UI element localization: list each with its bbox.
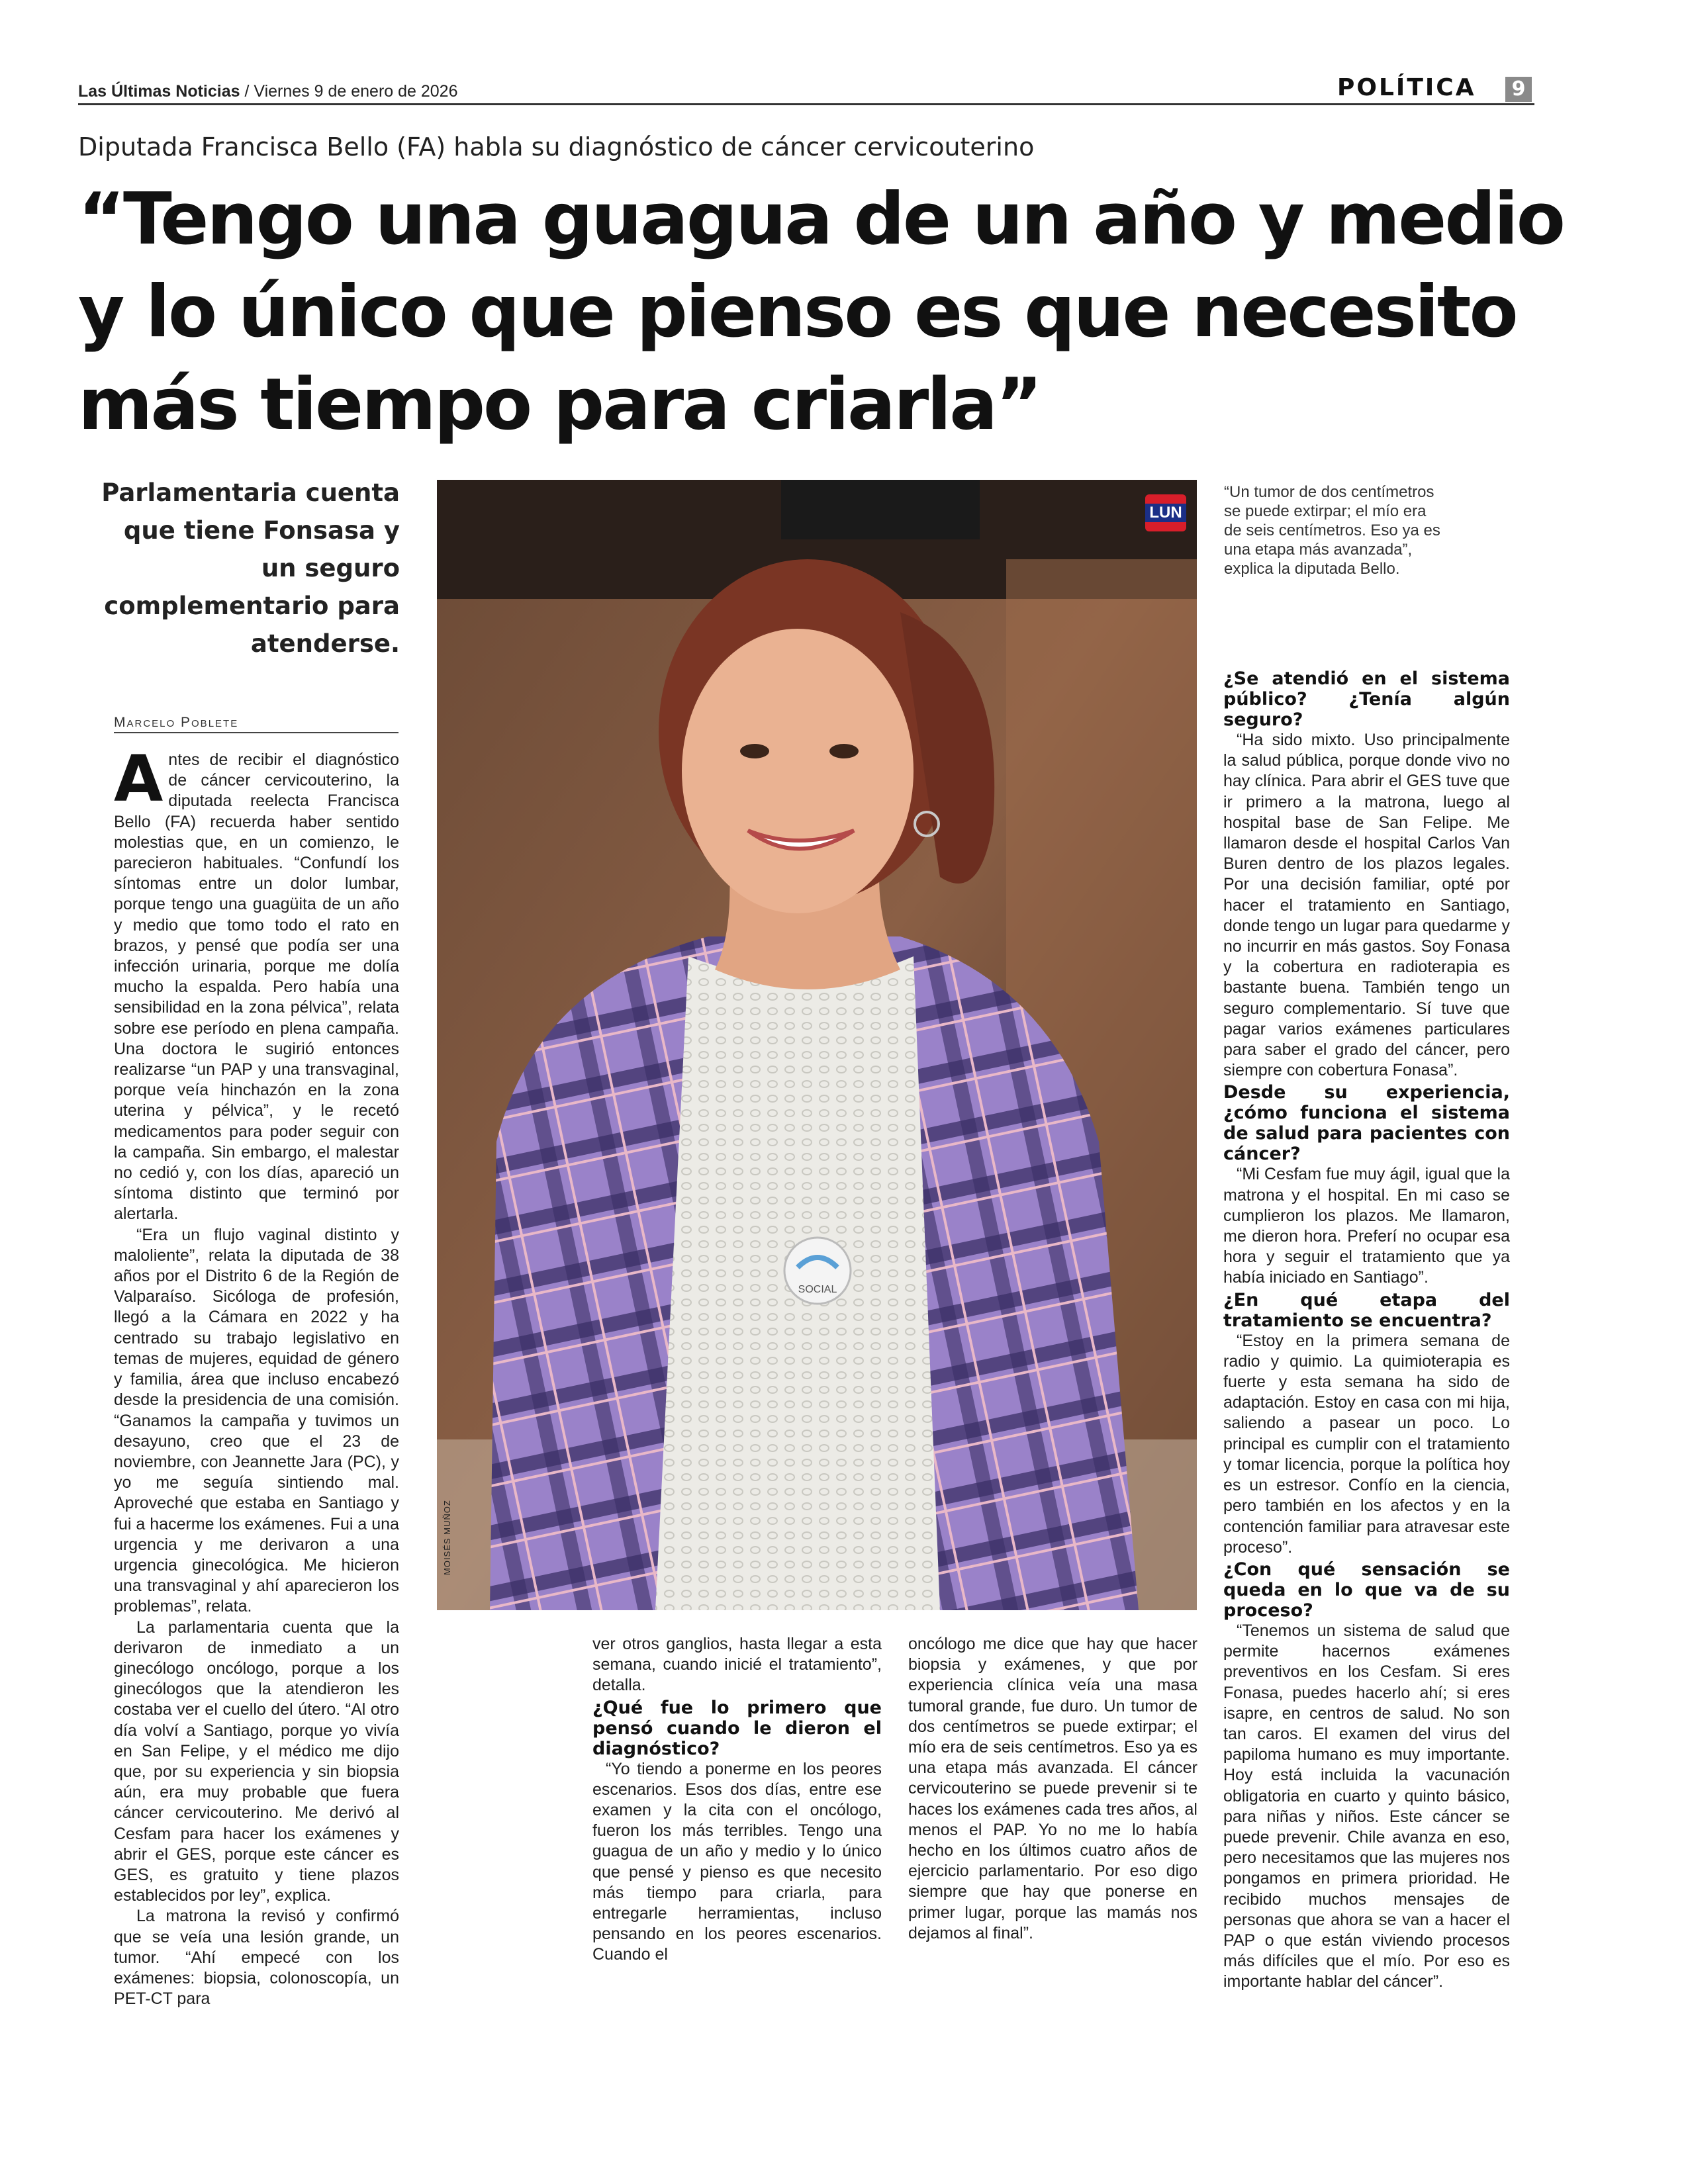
paragraph: La parlamentaria cuenta que la derivaron de inmediato a un ginecólogo oncólogo, porque a los ginecólogos que la atendieron les costaba ver el cuello del útero. “Al otro día volví a Santiago, porque yo vivía en San Felipe, y el médico me dijo que, por su experiencia y sin biopsia aún, era muy probable que fuera cáncer cervicouterino. Me derivó al Cesfam para hacer los exámenes y abrir el GES, porque este cáncer es GES, es gratuito y tiene plazos establecidos por ley”, explica. (114, 1617, 399, 1905)
article-photo (437, 480, 1197, 1610)
lun-logo-text: LUN (1145, 504, 1186, 522)
paragraph: oncólogo me dice que hay que hacer biopsia y exámenes, y que por experiencia clínica veía una masa tumoral grande, fue duro. Un tumor de dos centímetros se puede extirpar; el mío era de seis centímetros. Eso ya es una etapa más avanzada. El cáncer cervicouterino se puede prevenir si te haces los exámenes cada tres años, al menos el PAP. Yo no me lo había hecho en los últimos cuatro años de ejercicio parlamentario. Por eso digo siempre que hay que ponerse en primer lugar, porque las mamás nos dejamos al final”. (908, 1635, 1197, 1942)
masthead (78, 82, 458, 101)
body-column-1 (114, 742, 399, 2009)
drop-cap: A (114, 742, 164, 816)
pin-text: SOCIAL (798, 1284, 837, 1295)
section-title: POLÍTICA (1337, 74, 1476, 101)
paragraph: Antes de recibir el diagnóstico de cáncer cervicouterino, la diputada reelecta Francisca Bello (FA) recuerda haber sentido molestias que, en un comienzo, le parecieron habituales. “Confundí los síntomas entre un dolor lumbar, porque tengo una guagüita de un año y medio que tomo todo el rato en brazos, y pensé que podía ser una infección urinaria, porque me dolía mucho la espalda. Pero había una sensibilidad en la zona pélvica”, relata sobre ese período en plena campaña. Una doctora le sugirió entonces realizarse “un PAP y una transvaginal, porque veía hinchazón en la zona uterina y pélvica”, y le recetó medicamentos para poder seguir con la campaña. Sin embargo, el malestar no cedió y, con los días, apareció un síntoma distinto que terminó por alertarla. (114, 742, 399, 1224)
headline: “Tengo una guagua de un año y medio y lo único que pienso es que necesito más tiempo para criarla” (78, 178, 1564, 446)
byline-rule (114, 732, 399, 733)
photo-credit: MOISÉS MUÑOZ (442, 1500, 452, 1575)
body-column-3 (908, 1634, 1197, 1944)
interview-question: ¿Se atendió en el sistema público? ¿Tenía algún seguro? (1223, 668, 1510, 730)
interview-answer: “Mi Cesfam fue muy ágil, igual que la matrona y el hospital. En mi caso se cumplieron los plazos. Me llamaron, me dieron hora. Preferí no ocupar esa hora y seguir el tratamiento que ya había iniciado en Santiago”. (1223, 1165, 1510, 1287)
paragraph: ver otros ganglios, hasta llegar a esta semana, cuando inicié el tratamiento”, detalla. (592, 1635, 882, 1695)
kicker: Diputada Francisca Bello (FA) habla su diagnóstico de cáncer cervicouterino (78, 132, 1035, 161)
interview-question: ¿En qué etapa del tratamiento se encuentra? (1223, 1289, 1510, 1331)
byline: Marcelo Poblete (114, 715, 239, 730)
issue-date: / Viernes 9 de enero de 2026 (240, 82, 458, 101)
interview-question: ¿Con qué sensación se queda en lo que va de su proceso? (1223, 1559, 1510, 1621)
paragraph: La matrona la revisó y confirmó que se veía una lesión grande, un tumor. “Ahí empecé con los exámenes: biopsia, colonoscopía, un PET-CT para (114, 1907, 399, 2009)
interview-question: ¿Qué fue lo primero que pensó cuando le dieron el diagnóstico? (592, 1697, 882, 1759)
paragraph: “Era un flujo vaginal distinto y maloliente”, relata la diputada de 38 años por el Distrito 6 de la Región de Valparaíso. Sicóloga de profesión, llegó a la Cámara en 2022 y ha centrado su trabajo legislativo en temas de mujeres, equidad de género y familia, área que incluso encabezó desde la presidencia de una comisión. “Ganamos la campaña y tuvimos un desayuno, creo que el 23 de noviembre, con Jeannette Jara (PC), y yo me seguía sintiendo mal. Aproveché que estaba en Santiago y fui a hacerme los exámenes. Fui a una urgencia y me derivaron a una urgencia ginecológica. Me hicieron una transvaginal y ahí aparecieron los problemas”, relata. (114, 1225, 399, 1616)
lun-logo (1145, 494, 1186, 531)
header-rule (78, 103, 1534, 105)
portrait-illustration (437, 480, 1197, 1610)
newspaper-name: Las Últimas Noticias (78, 82, 240, 101)
interview-answer: “Ha sido mixto. Uso principalmente la salud pública, porque donde vivo no hay clínica. Para abrir el GES tuve que ir primero a la matrona, luego al hospital base de San Felipe. Me llamaron desde el hospital Carlos Van Buren dentro de los plazos legales. Por una decisión familiar, opté por hacer el tratamiento en Santiago, donde tengo un lugar para quedarme y no incurrir en más gastos. Soy Fonasa y la cobertura en radioterapia es bastante buena. También tengo un seguro complementario. Sí tuve que pagar varios exámenes particulares para saber el grado del cáncer, pero siempre con cobertura Fonasa”. (1223, 731, 1510, 1080)
interview-question: Desde su experiencia, ¿cómo funciona el sistema de salud para pacientes con cáncer? (1223, 1082, 1510, 1165)
body-column-2 (592, 1634, 882, 1966)
page-number: 9 (1505, 77, 1532, 102)
interview-answer: “Estoy en la primera semana de radio y quimio. La quimioterapia es fuerte y esta semana ha sido de adaptación. Estoy en casa con mi hija, saliendo a pasear un poco. Lo principal es cumplir con el tratamiento y tomar licencia, porque la política hoy es un estresor. Confío en la ciencia, pero también en los afectos y en la contención familiar para atravesar este proceso”. (1223, 1331, 1510, 1557)
photo-caption: “Un tumor de dos centímetros se puede extirpar; el mío era de seis centímetros. Eso ya es una etapa más avanzada”, explica la diputada Bello. (1224, 483, 1440, 578)
body-column-4 (1223, 667, 1510, 1993)
deck: Parlamentaria cuenta que tiene Fonsasa y un seguro complementario para atenderse. (101, 478, 400, 658)
interview-answer: “Yo tiendo a ponerme en los peores escenarios. Esos dos días, entre ese examen y la cita con el oncólogo, fueron los más terribles. Tengo una guagua de un año y medio y lo único que pensé y pienso es que necesito más tiempo para criarla, para entregarle herramientas, incluso pensando en los peores escenarios. Cuando el (592, 1759, 882, 1964)
interview-answer: “Tenemos un sistema de salud que permite hacernos exámenes preventivos en los Cesfam. Si eres Fonasa, puedes hacerlo ahí; si eres isapre, en centros de salud. No son tan caros. El examen del virus del papiloma humano es muy importante. Hoy está incluida la vacunación obligatoria en cuarto y quinto básico, para niñas y niños. Este cáncer se puede prevenir. Chile avanza en eso, pero necesitamos que las mujeres nos pongamos en primera prioridad. He recibido muchos mensajes de personas que ahora se van a hacer el PAP o que están viviendo procesos más difíciles que el mío. Por eso es importante hablar del cáncer”. (1223, 1621, 1510, 1991)
